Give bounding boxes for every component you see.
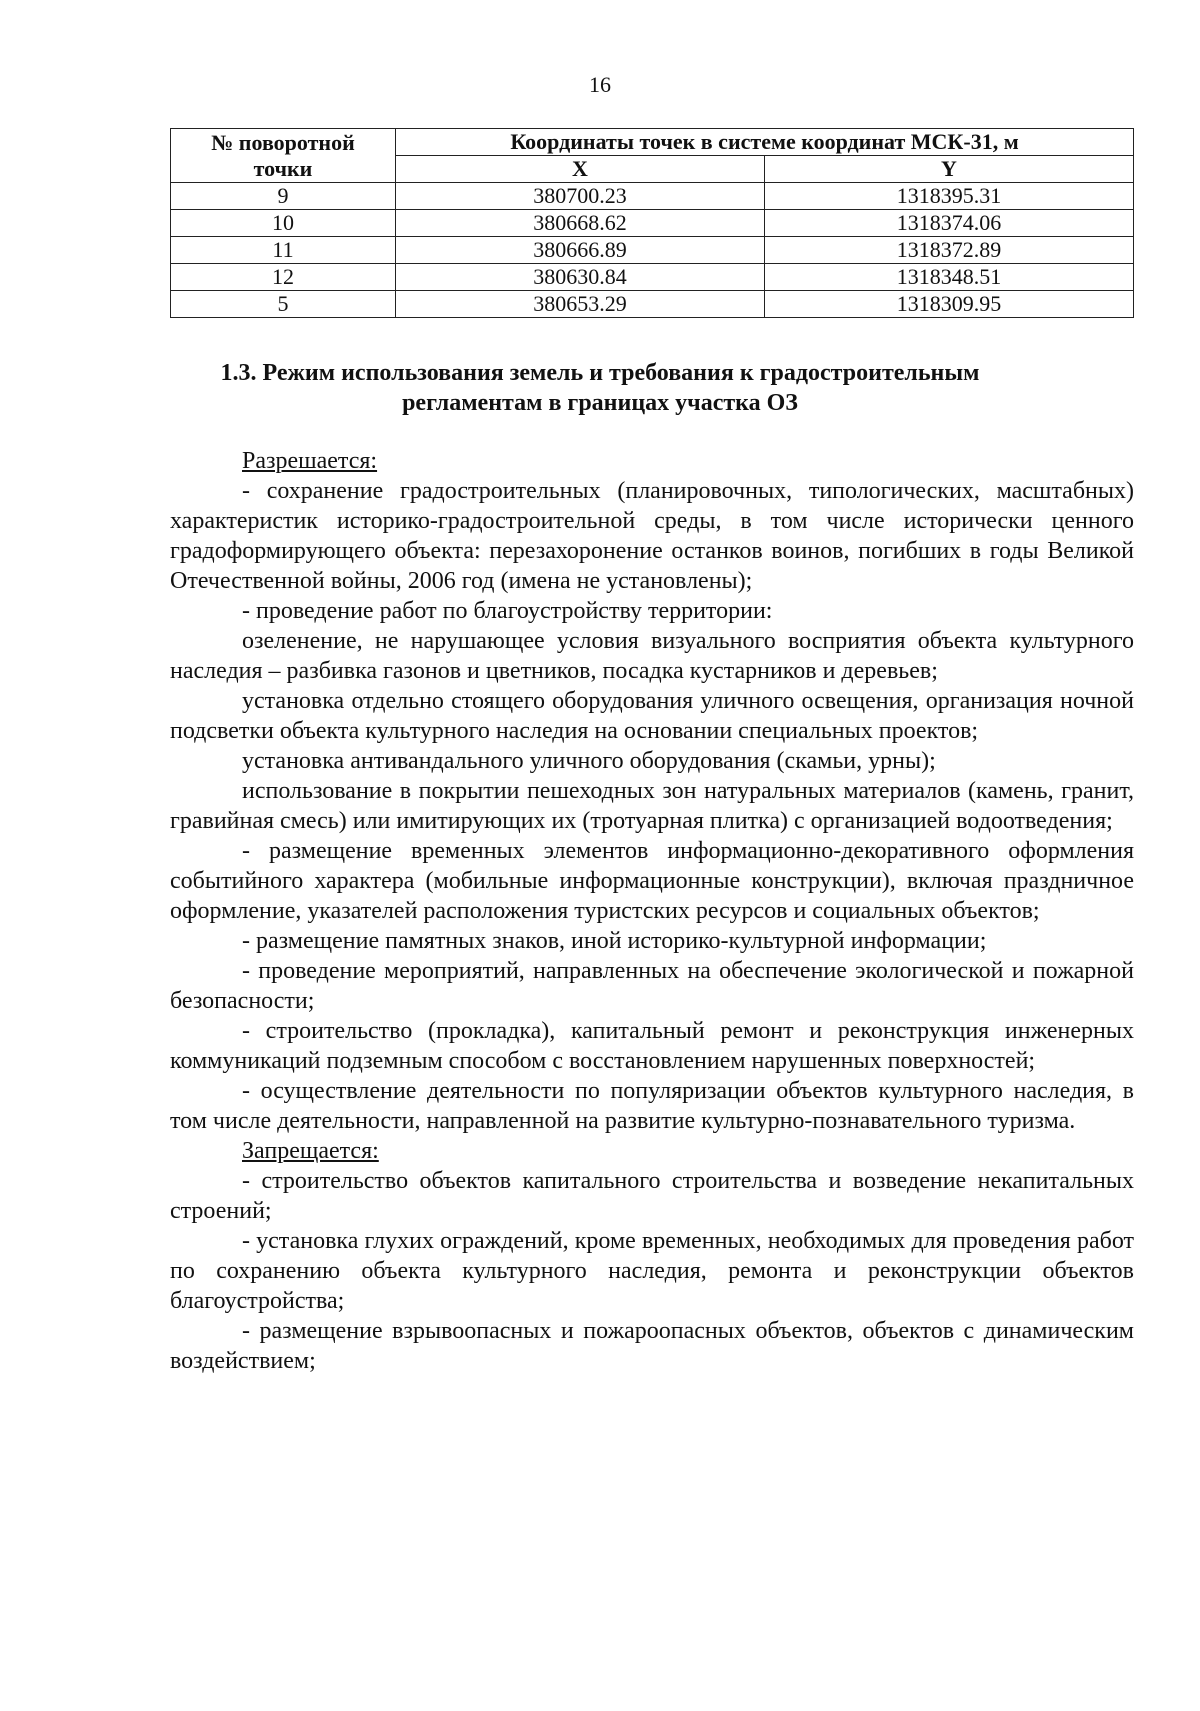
allowed-item: - сохранение градостроительных (планировочных, типологических, масштабных) характеристик историко-градостроительной среды, в том числе исторически ценного градоформирующего объекта: перезахоронение останков воинов, погибших в годы Великой Отечественной войны, 2006 год (имена не установлены);	[170, 478, 1134, 594]
forbidden-item: - установка глухих ограждений, кроме временных, необходимых для проведения работ по сохранению объекта культурного наследия, ремонта и реконструкции объектов благоустройства;	[170, 1228, 1134, 1314]
cell-y: 1318309.95	[765, 291, 1134, 318]
allowed-item: - размещение памятных знаков, иной историко-культурной информации;	[242, 928, 987, 954]
allowed-item: - проведение мероприятий, направленных на обеспечение экологической и пожарной безопасности;	[170, 958, 1134, 1014]
cell-x: 380653.29	[396, 291, 765, 318]
header-x: X	[396, 156, 765, 183]
forbidden-item: - размещение взрывоопасных и пожароопасных объектов, объектов с динамическим воздействием;	[170, 1318, 1134, 1374]
table-row	[171, 264, 1134, 291]
header-y: Y	[765, 156, 1134, 183]
allowed-item: - осуществление деятельности по популяризации объектов культурного наследия, в том числе деятельности, направленной на развитие культурно-познавательного туризма.	[170, 1078, 1134, 1134]
cell-point: 9	[171, 183, 396, 210]
header-point-number	[171, 129, 396, 183]
header-point-line1: № поворотной	[211, 129, 355, 155]
page-number: 16	[589, 72, 611, 97]
cell-x: 380666.89	[396, 237, 765, 264]
table-row	[171, 183, 1134, 210]
cell-x: 380630.84	[396, 264, 765, 291]
cell-y: 1318372.89	[765, 237, 1134, 264]
cell-y: 1318348.51	[765, 264, 1134, 291]
cell-x: 380700.23	[396, 183, 765, 210]
cell-point: 11	[171, 237, 396, 264]
allowed-item: - проведение работ по благоустройству территории:	[242, 598, 773, 624]
allowed-heading: Разрешается:	[242, 448, 378, 474]
cell-point: 12	[171, 264, 396, 291]
cell-y: 1318395.31	[765, 183, 1134, 210]
cell-x: 380668.62	[396, 210, 765, 237]
table-row	[171, 291, 1134, 318]
allowed-item: - размещение временных элементов информационно-декоративного оформления событийного характера (мобильные информационные конструкции), включая праздничное оформление, указателей расположения туристских ресурсов и социальных объектов;	[170, 838, 1134, 924]
regulations-text	[170, 446, 1134, 1376]
forbidden-heading: Запрещается:	[242, 1138, 379, 1164]
header-coordinates: Координаты точек в системе координат МСК-31, м	[396, 129, 1134, 156]
forbidden-item: - строительство объектов капитального строительства и возведение некапитальных строений;	[170, 1168, 1134, 1224]
cell-y: 1318374.06	[765, 210, 1134, 237]
allowed-item: установка антивандального уличного оборудования (скамьи, урны);	[242, 748, 936, 774]
allowed-item: озеленение, не нарушающее условия визуального восприятия объекта культурного наследия – разбивка газонов и цветников, посадка кустарников и деревьев;	[170, 628, 1134, 684]
section-title-line2: регламентам в границах участка ОЗ	[402, 390, 798, 416]
allowed-item: установка отдельно стоящего оборудования уличного освещения, организация ночной подсветки объекта культурного наследия на основании специальных проектов;	[170, 688, 1134, 744]
section-title	[150, 358, 1050, 418]
section-title-line1: 1.3. Режим использования земель и требования к градостроительным	[220, 360, 980, 386]
allowed-item: - строительство (прокладка), капитальный ремонт и реконструкция инженерных коммуникаций подземным способом с восстановлением нарушенных поверхностей;	[170, 1018, 1134, 1074]
table-row	[171, 237, 1134, 264]
cell-point: 5	[171, 291, 396, 318]
header-point-line2: точки	[253, 155, 313, 181]
allowed-item: использование в покрытии пешеходных зон натуральных материалов (камень, гранит, гравийная смесь) или имитирующих их (тротуарная плитка) с организацией водоотведения;	[170, 778, 1134, 834]
table-row	[171, 210, 1134, 237]
cell-point: 10	[171, 210, 396, 237]
coordinates-table	[170, 128, 1134, 318]
